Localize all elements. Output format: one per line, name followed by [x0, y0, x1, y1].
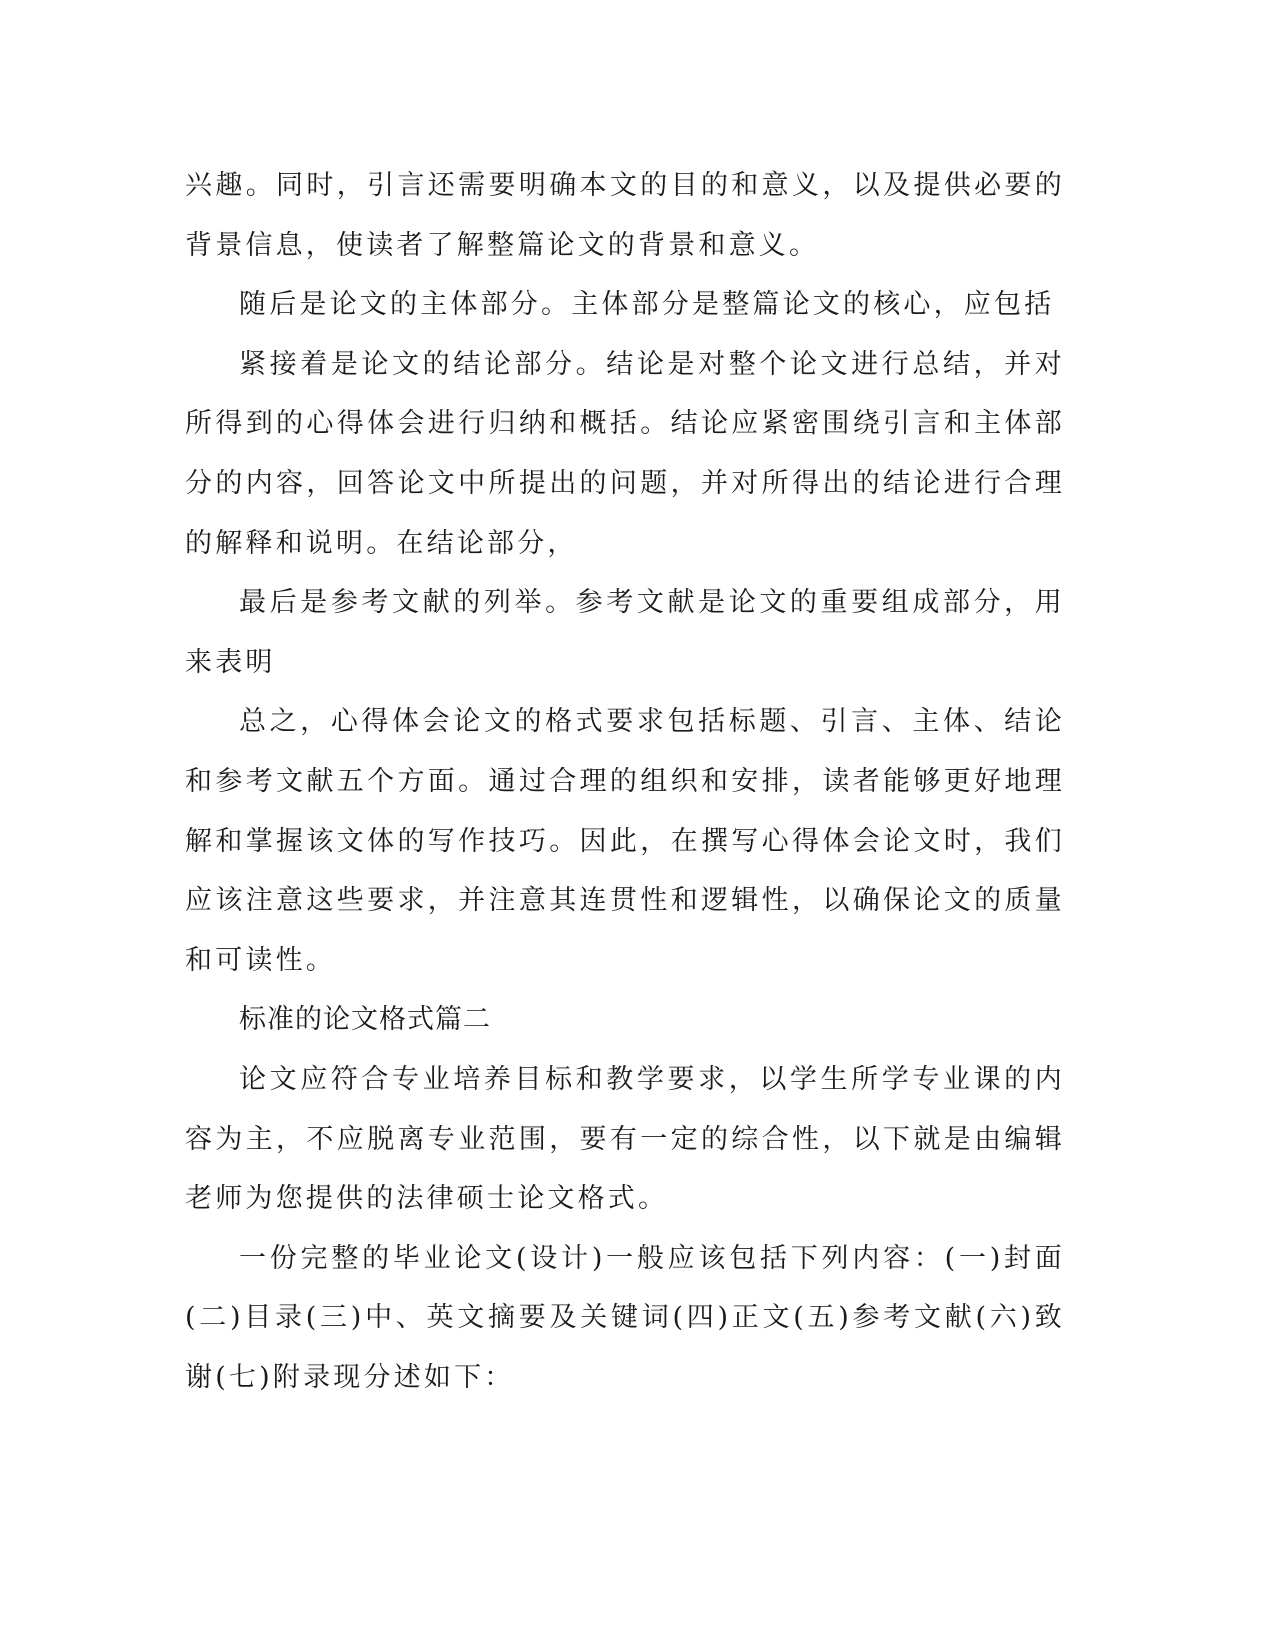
- paragraph-thesis-requirements: 论文应符合专业培养目标和教学要求，以学生所学专业课的内容为主，不应脱离专业范围，要有一定的综合性，以下就是由编辑老师为您提供的法律硕士论文格式。: [185, 1063, 1065, 1215]
- paragraph-thesis-contents: 一份完整的毕业论文(设计)一般应该包括下列内容：(一)封面(二)目录(三)中、英文摘要及关键词(四)正文(五)参考文献(六)致谢(七)附录现分述如下：: [185, 1242, 1065, 1393]
- paragraph-body-section: 随后是论文的主体部分。主体部分是整篇论文的核心，应包括: [239, 289, 1055, 321]
- document-body: [185, 156, 1065, 1407]
- paragraph-references-section: 最后是参考文献的列举。参考文献是论文的重要组成部分，用来表明: [185, 587, 1065, 678]
- section-heading: 标准的论文格式篇二: [239, 1004, 491, 1036]
- paragraph-summary: 总之，心得体会论文的格式要求包括标题、引言、主体、结论和参考文献五个方面。通过合理的组织和安排，读者能够更好地理解和掌握该文体的写作技巧。因此，在撰写心得体会论文时，我们应该注意这些要求，并注意其连贯性和逻辑性，以确保论文的质量和可读性。: [185, 706, 1065, 976]
- paragraph-conclusion-section: 紧接着是论文的结论部分。结论是对整个论文进行总结，并对所得到的心得体会进行归纳和概括。结论应紧密围绕引言和主体部分的内容，回答论文中所提出的问题，并对所得出的结论进行合理的解释和说明。在结论部分，: [185, 348, 1065, 559]
- paragraph-intro-continued: 兴趣。同时，引言还需要明确本文的目的和意义，以及提供必要的背景信息，使读者了解整篇论文的背景和意义。: [185, 170, 1065, 261]
